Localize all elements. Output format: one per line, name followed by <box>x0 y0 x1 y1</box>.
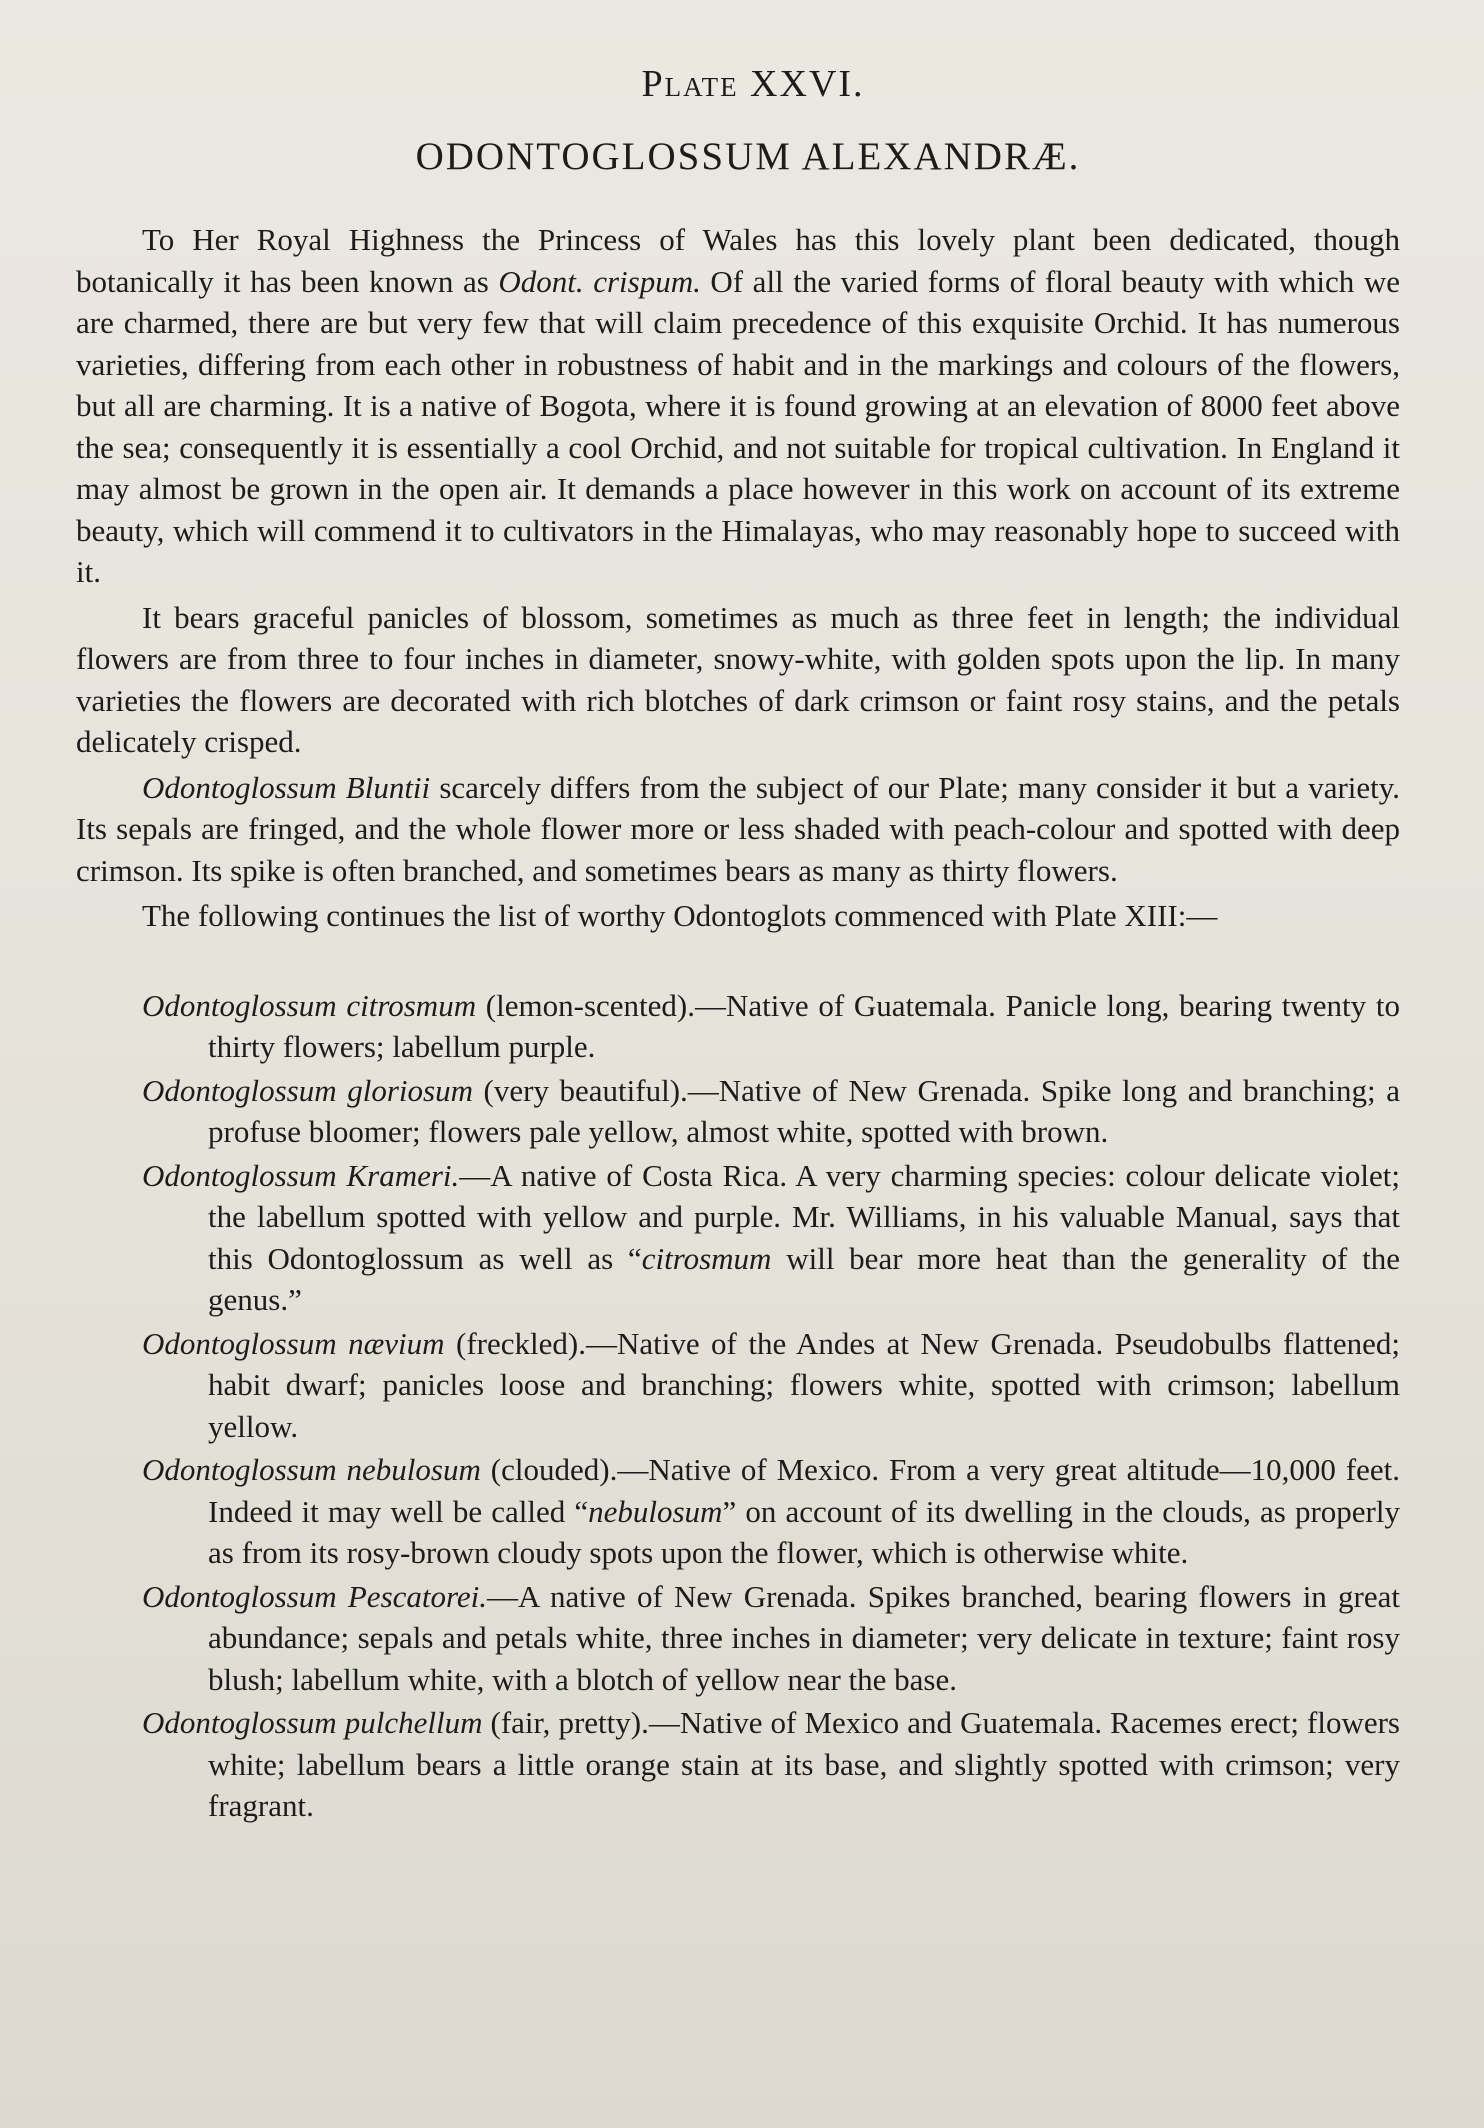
paragraph-bluntii-text: scarcely differs from the subject of our Plate; many consider it but a variety. Its sepals are fringed, and the whole flower more or less shaded with peach-colour and spotted with deep crimson. Its spike is often branched, and sometimes bears as many as thirty flowers. <box>76 769 1401 888</box>
paragraph-intro-text-b: Of all the varied forms of floral beauty with which we are charmed, there are but very few that will claim precedence of this exquisite Orchid. It has numerous varieties, differing from each other in robustness of habit and in the markings and colours of the flowers, but all are charming. It is a native of Bogota, where it is found growing at an elevation of 8000 feet above the sea; consequently it is essentially a cool Orchid, and not suitable for tropical cultivation. In England it may almost be grown in the open air. It demands a place however in this work on account of its extreme beauty, which will commend it to cultivators in the Himalayas, who may reasonably hope to succeed with it. <box>76 263 1400 589</box>
entry-text: —A native of Costa Rica. A very charming species: colour delicate violet; the labellum spotted with yellow and purple. Mr. Williams, in his valuable Manual, says that this Odontoglossum as well as “ <box>208 1157 1400 1276</box>
plate-number: Plate XXVI. <box>641 63 865 105</box>
paragraph-panicles: It bears graceful panicles of blossom, sometimes as much as three feet in length; the individual flowers are from three to four inches in diameter, snowy-white, with golden spots upon the lip. In many varieties the flowers are decorated with rich blotches of dark crimson or faint rosy stains, and the petals delicately crisped. <box>76 599 1400 759</box>
entry-text-continued: ” on account of its dwelling in the clouds, as properly as from its rosy-brown cloudy spots upon the flower, which is otherwise white. <box>208 1493 1400 1570</box>
entry-name: Odontoglossum nævium <box>142 1325 445 1361</box>
entry-text: (clouded).—Native of Mexico. From a very great altitude—10,000 feet. Indeed it may well be called “ <box>208 1452 1400 1529</box>
paragraph-intro-text-a: To Her Royal Highness the Princess of Wales has this lovely plant been dedicated, though botanically it has been known as <box>76 222 1400 299</box>
entry-text-continued: will bear more heat than the generality of the genus.” <box>208 1240 1401 1317</box>
entry-name: Odontoglossum Pescatorei. <box>142 1578 488 1614</box>
entry-krameri <box>142 1155 1400 1321</box>
entry-name: Odontoglossum gloriosum <box>142 1072 473 1108</box>
paragraph-list-intro: The following continues the list of worthy Odontoglots commenced with Plate XIII:— <box>142 898 1218 933</box>
entry-name: Odontoglossum nebulosum <box>142 1452 481 1487</box>
entry-inline-italic: citrosmum <box>641 1240 772 1276</box>
page-title: ODONTOGLOSSUM ALEXANDRÆ. <box>415 135 1081 178</box>
entry-pulchellum <box>142 1702 1400 1827</box>
entry-name: Odontoglossum citrosmum <box>142 987 477 1023</box>
entry-name: Odontoglossum pulchellum <box>142 1705 483 1740</box>
entry-nebulosum <box>142 1449 1400 1574</box>
paragraph-bluntii-italic: Odontoglossum Bluntii <box>142 769 431 805</box>
entry-citrosmum <box>142 985 1400 1068</box>
entry-text: (freckled).—Native of the Andes at New Grenada. Pseudobulbs flattened; habit dwarf; panicles loose and branching; flowers white, spotted with crimson; labellum yellow. <box>208 1325 1400 1444</box>
paragraph-bluntii <box>76 767 1400 892</box>
entry-naevium <box>142 1323 1400 1448</box>
entry-name: Odontoglossum Krameri. <box>142 1157 460 1193</box>
spacer <box>76 941 1400 985</box>
entry-text: (very beautiful).—Native of New Grenada. Spike long and branching; a profuse bloomer; flowers pale yellow, almost white, spotted with brown. <box>208 1072 1400 1149</box>
paragraph-intro-italic: Odont. crispum. <box>498 263 701 299</box>
entry-text: (fair, pretty).—Native of Mexico and Guatemala. Racemes erect; flowers white; labellum bears a little orange stain at its base, and slightly spotted with crimson; very fragrant. <box>208 1705 1400 1823</box>
entry-text: —A native of New Grenada. Spikes branched, bearing flowers in great abundance; sepals and petals white, three inches in diameter; very delicate in texture; faint rosy blush; labellum white, with a blotch of yellow near the base. <box>208 1578 1400 1697</box>
entry-text: (lemon-scented).—Native of Guatemala. Panicle long, bearing twenty to thirty flowers; labellum purple. <box>208 987 1400 1064</box>
entry-pescatorei <box>142 1576 1400 1701</box>
paragraph-intro <box>76 219 1400 593</box>
entry-inline-italic: nebulosum <box>588 1493 723 1529</box>
entry-gloriosum <box>142 1070 1400 1153</box>
